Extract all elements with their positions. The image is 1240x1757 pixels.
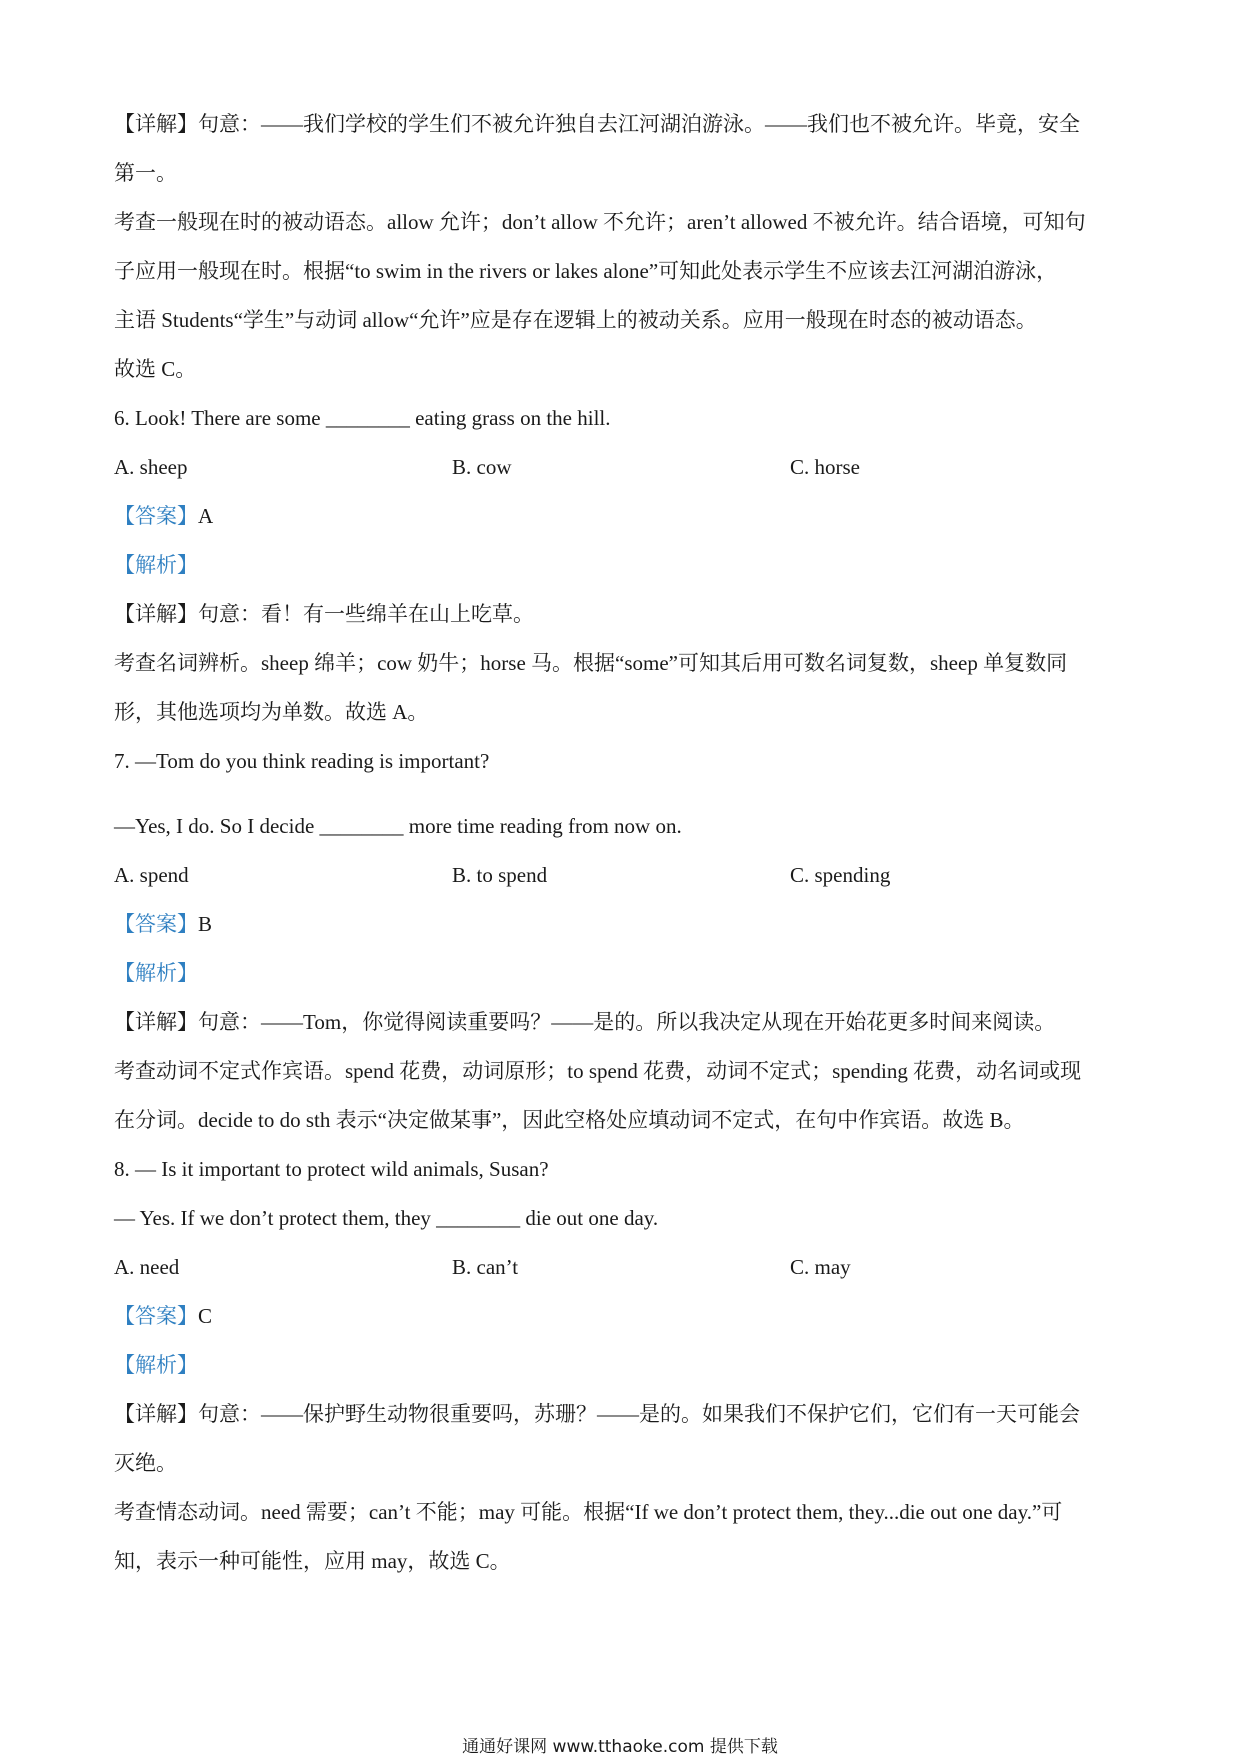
question-7-options	[114, 851, 1124, 900]
explanation-line: 考查名词辨析。sheep 绵羊；cow 奶牛；horse 马。根据“some”可知其后用可数名词复数，sheep 单复数同	[114, 651, 1068, 675]
explanation-line: 考查情态动词。need 需要；can’t 不能；may 可能。根据“If we don’t protect them, they...die out one day.”可	[114, 1500, 1063, 1524]
answer-line	[114, 492, 1124, 541]
answer-tag: 【答案】	[114, 1304, 198, 1328]
answer-value: B	[198, 912, 213, 936]
detail-line: 【详解】句意：看！有一些绵羊在山上吃草。	[114, 602, 534, 626]
intro-line: 第一。	[114, 161, 177, 185]
option-c: C. horse	[790, 455, 860, 479]
intro-line: 考查一般现在时的被动语态。allow 允许；don’t allow 不允许；aren’t allowed 不被允许。结合语境，可知句	[114, 210, 1086, 234]
document-body	[114, 100, 1124, 1586]
detail-line: 【详解】句意：——保护野生动物很重要吗，苏珊？——是的。如果我们不保护它们，它们有一天可能会	[114, 1402, 1080, 1426]
answer-line	[114, 1292, 1124, 1341]
question-8-stem-2: — Yes. If we don’t protect them, they ________ die out one day.	[114, 1206, 659, 1230]
option-b: B. to spend	[452, 863, 548, 887]
detail-line: 灭绝。	[114, 1451, 177, 1475]
question-8-stem: 8. — Is it important to protect wild animals, Susan?	[114, 1157, 549, 1181]
option-b: B. cow	[452, 455, 512, 479]
intro-line: 子应用一般现在时。根据“to swim in the rivers or lakes alone”可知此处表示学生不应该去江河湖泊游泳，	[114, 259, 1058, 283]
page-footer: 通通好课网 www.tthaoke.com 提供下载	[462, 1737, 778, 1757]
explanation-line: 形，其他选项均为单数。故选 A。	[114, 700, 429, 724]
answer-line	[114, 900, 1124, 949]
question-7-stem-2: —Yes, I do. So I decide ________ more time reading from now on.	[114, 814, 682, 838]
explanation-line: 考查动词不定式作宾语。spend 花费，动词原形；to spend 花费，动词不定式；spending 花费，动名词或现	[114, 1059, 1082, 1083]
question-8-options	[114, 1243, 1124, 1292]
explanation-line: 在分词。decide to do sth 表示“决定做某事”，因此空格处应填动词不定式，在句中作宾语。故选 B。	[114, 1108, 1025, 1132]
intro-line: 【详解】句意：——我们学校的学生们不被允许独自去江河湖泊游泳。——我们也不被允许。毕竟，安全	[114, 112, 1080, 136]
intro-line: 故选 C。	[114, 357, 197, 381]
question-7-stem: 7. —Tom do you think reading is important?	[114, 749, 490, 773]
intro-line: 主语 Students“学生”与动词 allow“允许”应是存在逻辑上的被动关系。应用一般现在时态的被动语态。	[114, 308, 1037, 332]
option-a: A. spend	[114, 863, 189, 887]
answer-tag: 【答案】	[114, 504, 198, 528]
answer-value: A	[198, 504, 214, 528]
question-6-stem: 6. Look! There are some ________ eating grass on the hill.	[114, 406, 611, 430]
analysis-tag: 【解析】	[114, 1353, 198, 1377]
answer-tag: 【答案】	[114, 912, 198, 936]
analysis-tag: 【解析】	[114, 553, 198, 577]
explanation-line: 知，表示一种可能性，应用 may，故选 C。	[114, 1549, 511, 1573]
question-6-options	[114, 443, 1124, 492]
option-a: A. need	[114, 1255, 180, 1279]
option-c: C. may	[790, 1255, 851, 1279]
option-a: A. sheep	[114, 455, 188, 479]
answer-value: C	[198, 1304, 213, 1328]
analysis-tag: 【解析】	[114, 961, 198, 985]
detail-line: 【详解】句意：——Tom，你觉得阅读重要吗？——是的。所以我决定从现在开始花更多时间来阅读。	[114, 1010, 1056, 1034]
option-c: C. spending	[790, 863, 891, 887]
option-b: B. can’t	[452, 1255, 519, 1279]
